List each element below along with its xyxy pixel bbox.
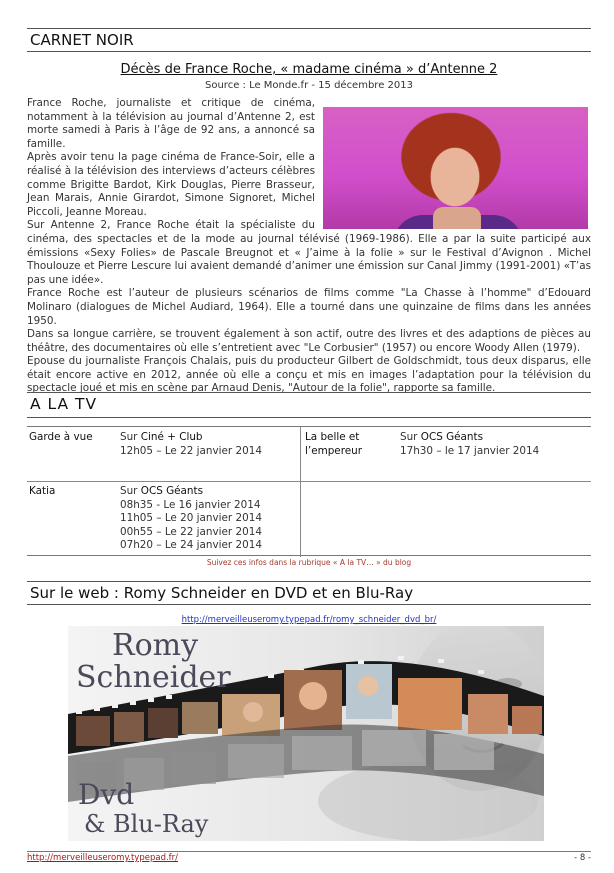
romy-dvd-link[interactable]: http://merveilleuseromy.typepad.fr/romy_schneider_dvd_br/ bbox=[181, 615, 437, 625]
article-source: Source : Le Monde.fr - 15 décembre 2013 bbox=[205, 80, 413, 91]
banner-title-bluray: & Blu-Ray bbox=[84, 810, 209, 838]
article-paragraph: Sur Antenne 2, France Roche était la spécialiste du cinéma, des spectacles et de la mode au journal télévisé (1969-1986). Elle a par la suite participé aux émissions «Sexy Folies» de Pascale Breugnot et « J’aime à la folie » sur le Festival d’Avignon . Michel Thoulouze et Pierre Lescure lui avaient demandé d’animer une émission sur Canal Jimmy (1991-2001) «T’as pas une idée». bbox=[27, 219, 591, 286]
tv-listing: Sur Ciné + Club 12h05 – Le 22 janvier 2014 bbox=[120, 431, 295, 458]
tv-airtime: 00h55 – Le 22 janvier 2014 bbox=[120, 525, 262, 538]
tv-follow-note: Suivez ces infos dans la rubrique « A la TV… » du blog bbox=[206, 558, 412, 567]
tv-airtime: 12h05 – Le 22 janvier 2014 bbox=[120, 444, 262, 457]
tv-channel: OCS Géants bbox=[420, 431, 483, 443]
article-paragraph: France Roche, journaliste et critique de cinéma, notamment à la télévision au journal d’Antenne 2, est morte samedi à Paris à l’âge de 92 ans, a annoncé sa famille. bbox=[27, 97, 315, 150]
article-paragraph: Dans sa longue carrière, se trouvent également à son actif, outre des livres et des adaptions de pièces au théâtre, des documentaires où elle s’entretient avec "Le Corbusier" (1957) ou encore Woody Allen (1979). bbox=[27, 328, 591, 354]
tv-film-title: La belle et l’empereur bbox=[305, 431, 362, 457]
article-paragraph: Epouse du journaliste François Chalais, puis du producteur Gilbert de Goldschmidt, tous deux disparus, elle était encore active en 2012, année où elle a conçu et mis en images l’adaptation pour la télévision du spectacle joué et mis en scène par Arnaud Denis, "Autour de la folie", rapporte sa famille. bbox=[27, 355, 591, 395]
article-paragraph: France Roche est l’auteur de plusieurs scénarios de films comme "La Chasse à l’homme" d’Edouard Molinaro (dialogues de Michel Audiard, 1964). Elle a tourné dans une quinzaine de films dans les années 1950. bbox=[27, 287, 591, 327]
tv-listing: Sur OCS Géants 08h35 - Le 16 janvier 2014 11h05 – Le 20 janvier 2014 00h55 – Le 22 janvier 2014 07h20 – Le 24 janvier 2014 bbox=[120, 485, 295, 553]
tv-channel: Ciné + Club bbox=[140, 431, 203, 443]
tv-listing: Sur OCS Géants 17h30 – le 17 janvier 2014 bbox=[400, 431, 585, 458]
section-title-a-la-tv: A LA TV bbox=[27, 392, 591, 418]
tv-airtime: 07h20 – Le 24 janvier 2014 bbox=[120, 539, 262, 551]
section-title-carnet-noir: CARNET NOIR bbox=[27, 28, 591, 52]
romy-dvd-banner[interactable] bbox=[68, 626, 544, 841]
footer-blog-link[interactable]: http://merveilleuseromy.typepad.fr/ bbox=[27, 853, 179, 863]
banner-title-schneider: Schneider bbox=[76, 660, 231, 695]
banner-title-dvd: Dvd bbox=[78, 778, 135, 811]
tv-airtime: 17h30 – le 17 janvier 2014 bbox=[400, 444, 540, 457]
france-roche-photo bbox=[323, 107, 588, 229]
banner-title-romy: Romy bbox=[112, 628, 199, 663]
tv-airtime: 11h05 – Le 20 janvier 2014 bbox=[120, 512, 262, 524]
page-number: - 8 - bbox=[574, 853, 591, 863]
tv-film-title: Garde à vue bbox=[29, 431, 93, 443]
tv-airtime: 08h35 - Le 16 janvier 2014 bbox=[120, 498, 261, 511]
footer-divider bbox=[27, 851, 591, 852]
article-paragraph: Après avoir tenu la page cinéma de France-Soir, elle a réalisé à la télévision des interviews d’acteurs célèbres comme Brigitte Bardot, Kirk Douglas, Pierre Brasseur, Jean Marais, Annie Girardot, Simone Signoret, Michel Piccoli, Jeanne Moreau. bbox=[27, 151, 315, 218]
tv-channel: OCS Géants bbox=[140, 485, 203, 497]
article-title: Décès de France Roche, « madame cinéma » d’Antenne 2 bbox=[120, 62, 498, 77]
tv-schedule-table bbox=[27, 426, 591, 556]
section-title-sur-le-web: Sur le web : Romy Schneider en DVD et en Blu-Ray bbox=[27, 581, 591, 605]
tv-film-title: Katia bbox=[29, 485, 56, 497]
